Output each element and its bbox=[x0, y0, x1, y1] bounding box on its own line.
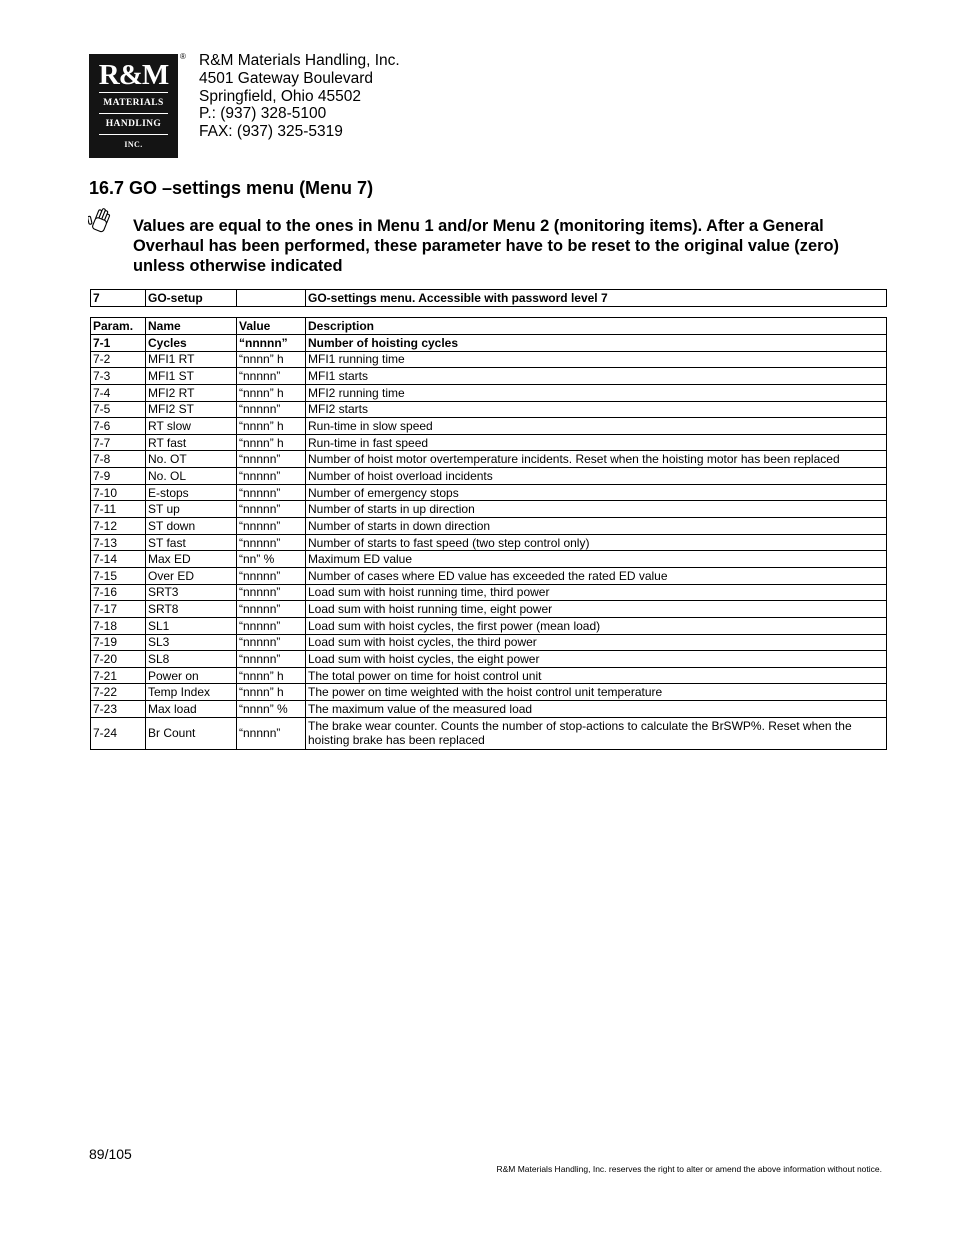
logo-divider bbox=[99, 134, 168, 135]
description-cell: Load sum with hoist cycles, the third power bbox=[306, 634, 887, 651]
table-row bbox=[91, 617, 887, 634]
value-cell: “nnnnn” bbox=[237, 584, 306, 601]
note-line: Values are equal to the ones in Menu 1 and/or Menu 2 (monitoring items). After a General bbox=[133, 217, 824, 235]
name-cell: SRT8 bbox=[146, 601, 237, 618]
value-cell: “nnnnn” bbox=[237, 717, 306, 749]
name-cell: MFI2 ST bbox=[146, 401, 237, 418]
description-cell: Number of hoisting cycles bbox=[306, 335, 887, 352]
table-row bbox=[91, 290, 887, 307]
table-row bbox=[91, 584, 887, 601]
description-cell: MFI1 running time bbox=[306, 351, 887, 368]
description-cell: Number of starts in up direction bbox=[306, 501, 887, 518]
description-cell: MFI2 running time bbox=[306, 384, 887, 401]
name-cell: SL3 bbox=[146, 634, 237, 651]
description-cell: Run-time in fast speed bbox=[306, 434, 887, 451]
address-fax: FAX: (937) 325-5319 bbox=[199, 123, 343, 141]
name-cell: SL1 bbox=[146, 617, 237, 634]
param-cell: 7-19 bbox=[91, 634, 146, 651]
address-street: 4501 Gateway Boulevard bbox=[199, 69, 374, 87]
value-cell bbox=[237, 290, 306, 307]
name-cell: MFI1 ST bbox=[146, 368, 237, 385]
address-phone: P.: (937) 328-5100 bbox=[199, 105, 327, 123]
param-cell: 7-1 bbox=[91, 335, 146, 352]
name-cell: MFI1 RT bbox=[146, 351, 237, 368]
param-cell: 7-6 bbox=[91, 418, 146, 435]
param-cell: 7-2 bbox=[91, 351, 146, 368]
name-cell: No. OL bbox=[146, 468, 237, 485]
table-row bbox=[91, 601, 887, 618]
table-row bbox=[91, 351, 887, 368]
note-text bbox=[133, 216, 839, 276]
param-cell: 7-4 bbox=[91, 384, 146, 401]
table-row bbox=[91, 484, 887, 501]
param-cell: 7-5 bbox=[91, 401, 146, 418]
table-row bbox=[91, 684, 887, 701]
table-row bbox=[91, 335, 887, 352]
parameters-table bbox=[90, 317, 887, 750]
table-row bbox=[91, 634, 887, 651]
value-cell: “nn” % bbox=[237, 551, 306, 568]
company-logo bbox=[89, 54, 178, 158]
value-cell: “nnnnn” bbox=[237, 567, 306, 584]
name-cell: SRT3 bbox=[146, 584, 237, 601]
header-name: Name bbox=[146, 318, 237, 335]
value-cell: “nnnnn” bbox=[237, 451, 306, 468]
table-row bbox=[91, 468, 887, 485]
name-cell: No. OT bbox=[146, 451, 237, 468]
value-cell: “nnnn” h bbox=[237, 434, 306, 451]
description-cell: Number of hoist overload incidents bbox=[306, 468, 887, 485]
table-row bbox=[91, 501, 887, 518]
description-cell: MFI2 starts bbox=[306, 401, 887, 418]
value-cell: “nnnnn” bbox=[237, 651, 306, 668]
table-row bbox=[91, 534, 887, 551]
param-cell: 7-12 bbox=[91, 518, 146, 535]
header-value: Value bbox=[237, 318, 306, 335]
value-cell: “nnnnn” bbox=[237, 401, 306, 418]
table-row bbox=[91, 567, 887, 584]
value-cell: “nnnnn” bbox=[237, 501, 306, 518]
description-cell: The maximum value of the measured load bbox=[306, 701, 887, 718]
description-cell: Load sum with hoist running time, eight power bbox=[306, 601, 887, 618]
param-cell: 7-21 bbox=[91, 667, 146, 684]
table-row bbox=[91, 451, 887, 468]
registered-mark: ® bbox=[180, 52, 186, 61]
value-cell: “nnnnn” bbox=[237, 468, 306, 485]
description-cell: MFI1 starts bbox=[306, 368, 887, 385]
name-cell: Br Count bbox=[146, 717, 237, 749]
value-cell: “nnnnn” bbox=[237, 335, 306, 352]
name-cell: ST up bbox=[146, 501, 237, 518]
value-cell: “nnnnn” bbox=[237, 368, 306, 385]
note-line: unless otherwise indicated bbox=[133, 257, 343, 275]
description-cell: Load sum with hoist cycles, the first power (mean load) bbox=[306, 617, 887, 634]
param-cell: 7-24 bbox=[91, 717, 146, 749]
param-cell: 7-22 bbox=[91, 684, 146, 701]
company-address bbox=[199, 52, 400, 141]
param-cell: 7-11 bbox=[91, 501, 146, 518]
value-cell: “nnnn” h bbox=[237, 351, 306, 368]
table-row bbox=[91, 518, 887, 535]
section-heading: 16.7 GO –settings menu (Menu 7) bbox=[89, 178, 374, 198]
logo-divider bbox=[99, 92, 168, 93]
address-company: R&M Materials Handling, Inc. bbox=[199, 52, 400, 69]
logo-line-materials: MATERIALS bbox=[103, 98, 164, 108]
param-cell: 7-14 bbox=[91, 551, 146, 568]
description-cell: The brake wear counter. Counts the number of stop-actions to calculate the BrSWP%. Reset when the hoisting brake has been replaced bbox=[306, 717, 887, 749]
description-cell: GO-settings menu. Accessible with password level 7 bbox=[306, 290, 887, 307]
footer-disclaimer: R&M Materials Handling, Inc. reserves the right to alter or amend the above information without notice. bbox=[496, 1164, 882, 1174]
name-cell: SL8 bbox=[146, 651, 237, 668]
logo-line-inc: INC. bbox=[124, 140, 143, 149]
description-cell: Load sum with hoist cycles, the eight power bbox=[306, 651, 887, 668]
name-cell: ST down bbox=[146, 518, 237, 535]
value-cell: “nnnn” h bbox=[237, 384, 306, 401]
param-cell: 7-3 bbox=[91, 368, 146, 385]
value-cell: “nnnnn” bbox=[237, 601, 306, 618]
value-cell: “nnnn” h bbox=[237, 418, 306, 435]
name-cell: ST fast bbox=[146, 534, 237, 551]
name-cell: RT slow bbox=[146, 418, 237, 435]
name-cell: Max ED bbox=[146, 551, 237, 568]
table-row bbox=[91, 434, 887, 451]
name-cell: Max load bbox=[146, 701, 237, 718]
header-description: Description bbox=[306, 318, 887, 335]
name-cell: Power on bbox=[146, 667, 237, 684]
name-cell: Temp Index bbox=[146, 684, 237, 701]
description-cell: Number of cases where ED value has exceeded the rated ED value bbox=[306, 567, 887, 584]
description-cell: Number of hoist motor overtemperature incidents. Reset when the hoisting motor has been replaced bbox=[306, 451, 887, 468]
table-row bbox=[91, 368, 887, 385]
table-row bbox=[91, 717, 887, 749]
table-row bbox=[91, 418, 887, 435]
value-cell: “nnnn” h bbox=[237, 684, 306, 701]
logo-divider bbox=[99, 113, 168, 114]
logo-wordmark: R&M bbox=[98, 59, 169, 91]
description-cell: The total power on time for hoist control unit bbox=[306, 667, 887, 684]
name-cell: RT fast bbox=[146, 434, 237, 451]
address-city: Springfield, Ohio 45502 bbox=[199, 87, 362, 105]
value-cell: “nnnnn” bbox=[237, 534, 306, 551]
table-row bbox=[91, 651, 887, 668]
name-cell: GO-setup bbox=[146, 290, 237, 307]
name-cell: E-stops bbox=[146, 484, 237, 501]
table-row bbox=[91, 667, 887, 684]
description-cell: The power on time weighted with the hoist control unit temperature bbox=[306, 684, 887, 701]
param-cell: 7 bbox=[91, 290, 146, 307]
param-cell: 7-7 bbox=[91, 434, 146, 451]
name-cell: Cycles bbox=[146, 335, 237, 352]
name-cell: MFI2 RT bbox=[146, 384, 237, 401]
description-cell: Number of starts to fast speed (two step control only) bbox=[306, 534, 887, 551]
logo-line-handling: HANDLING bbox=[105, 119, 162, 129]
param-cell: 7-20 bbox=[91, 651, 146, 668]
param-cell: 7-15 bbox=[91, 567, 146, 584]
description-cell: Maximum ED value bbox=[306, 551, 887, 568]
table-row bbox=[91, 401, 887, 418]
param-cell: 7-23 bbox=[91, 701, 146, 718]
param-cell: 7-13 bbox=[91, 534, 146, 551]
param-cell: 7-17 bbox=[91, 601, 146, 618]
name-cell: Over ED bbox=[146, 567, 237, 584]
table-row bbox=[91, 384, 887, 401]
table-row bbox=[91, 551, 887, 568]
param-cell: 7-8 bbox=[91, 451, 146, 468]
param-cell: 7-18 bbox=[91, 617, 146, 634]
description-cell: Run-time in slow speed bbox=[306, 418, 887, 435]
page-number: 89/105 bbox=[89, 1146, 132, 1162]
note-line: Overhaul has been performed, these parameter have to be reset to the original value (zero) bbox=[133, 237, 839, 255]
header-param: Param. bbox=[91, 318, 146, 335]
value-cell: “nnnnn” bbox=[237, 634, 306, 651]
param-cell: 7-9 bbox=[91, 468, 146, 485]
pointing-hand-icon bbox=[88, 206, 114, 234]
description-cell: Number of emergency stops bbox=[306, 484, 887, 501]
menu-table bbox=[90, 289, 887, 307]
value-cell: “nnnn” h bbox=[237, 667, 306, 684]
param-cell: 7-16 bbox=[91, 584, 146, 601]
table-header-row bbox=[91, 318, 887, 335]
value-cell: “nnnn” % bbox=[237, 701, 306, 718]
table-row bbox=[91, 701, 887, 718]
description-cell: Load sum with hoist running time, third power bbox=[306, 584, 887, 601]
value-cell: “nnnnn” bbox=[237, 518, 306, 535]
value-cell: “nnnnn” bbox=[237, 617, 306, 634]
param-cell: 7-10 bbox=[91, 484, 146, 501]
description-cell: Number of starts in down direction bbox=[306, 518, 887, 535]
value-cell: “nnnnn” bbox=[237, 484, 306, 501]
